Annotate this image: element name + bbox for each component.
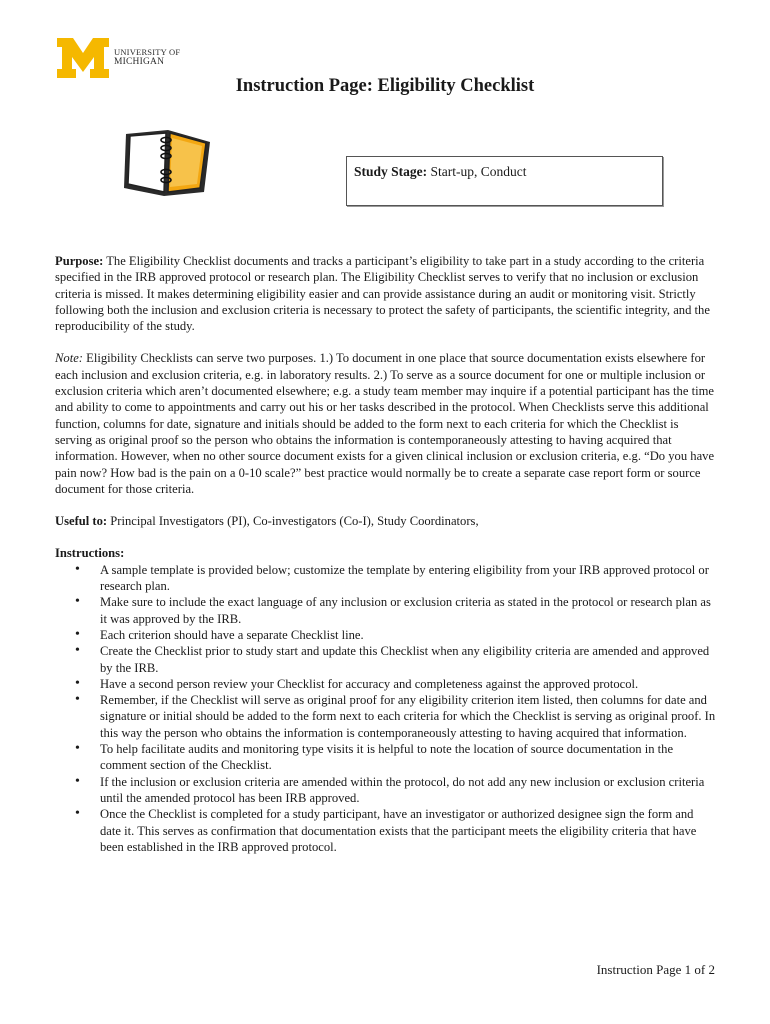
logo-line-2: MICHIGAN: [114, 57, 165, 67]
page-number: Instruction Page 1 of 2: [596, 962, 715, 977]
page-title: Instruction Page: Eligibility Checklist: [235, 76, 535, 96]
note-text: Eligibility Checklists can serve two purposes. 1.) To document in one place that source documentation exists elsewhere for each inclusion and exclusion criteria, e.g. in laboratory results. 2.) To serve as a source document for one or multiple inclusion or exclusion criteria which aren’t documented elsewhere; e.g. a study team member may inquire if a potential participant has the time and ability to come to appointments and carry out his or her tasks described in the protocol. When Checklists serve this additional function, columns for date, signature and initials should be added to the form next to each criteria for which the Checklist is serving as original proof so the person who obtains the information is contemporaneously attesting to having acquired that information. However, when no other source document exists for a given clinical inclusion or exclusion criteria, e.g. “Do you have pain now? How bad is the pain on a 0-10 scale?” best practice would normally be to create a separate case report form or source document for those criteria.: [55, 351, 715, 496]
instruction-content: [55, 253, 717, 855]
purpose-text: The Eligibility Checklist documents and tracks a participant’s eligibility to take part in a study according to the criteria specified in the IRB approved protocol or research plan. The Eligibility Checklist serves to verify that no inclusion or exclusion criteria is missed. It makes determining eligibility easier and can provide assistance during an audit or monitoring visit. Strictly following both the inclusion and exclusion criteria is necessary to protect the safety of participants, the scientific integrity, and the reproducibility of the study.: [55, 254, 710, 334]
purpose-label: Purpose:: [55, 254, 104, 268]
instruction-item: • Make sure to include the exact language of any inclusion or exclusion criteria as stated in the protocol or research plan as it was approved by the IRB.: [55, 594, 717, 627]
purpose-paragraph: [55, 253, 717, 334]
instruction-item: • Each criterion should have a separate Checklist line.: [55, 627, 717, 643]
instructions-list: [55, 562, 717, 855]
instruction-item: • Create the Checklist prior to study start and update this Checklist when any eligibility criteria are amended and approved by the IRB.: [55, 643, 717, 676]
useful-to-text: Principal Investigators (PI), Co-investigators (Co-I), Study Coordinators,: [110, 514, 479, 529]
instruction-item: • To help facilitate audits and monitoring type visits it is helpful to note the location of source documentation in the comment section of the Checklist.: [55, 741, 717, 774]
instruction-item: • Remember, if the Checklist will serve as original proof for any eligibility criterion item listed, then columns for date and signature or initial should be added to the form next to each criteria for which the Checklist is serving as original proof. In this way the person who obtains the information is contemporaneously attesting to having acquired that information.: [55, 692, 717, 741]
instructions-heading: Instructions:: [55, 546, 125, 561]
instruction-item: • If the inclusion or exclusion criteria are amended within the protocol, do not add any new inclusion or exclusion criteria until the amended protocol has been IRB approved.: [55, 774, 717, 807]
instruction-item: • A sample template is provided below; customize the template by entering eligibility from your IRB approved protocol or research plan.: [55, 562, 717, 595]
study-stage-label: Study Stage:: [354, 164, 428, 179]
block-m-logo-icon: [57, 38, 109, 78]
instruction-item: • Have a second person review your Checklist for accuracy and completeness against the approved protocol.: [55, 676, 717, 692]
instruction-item: • Once the Checklist is completed for a study participant, have an investigator or authorized designee sign the form and date it. This serves as confirmation that documentation exists that the participant meets the eligibility criteria that have been established in the IRB approved protocol.: [55, 806, 717, 855]
study-stage-box: [346, 156, 663, 206]
useful-to-paragraph: [55, 513, 717, 529]
logo-line-1: UNIVERSITY OF: [114, 47, 181, 57]
note-label: Note:: [55, 351, 83, 366]
note-paragraph: [55, 350, 717, 497]
study-stage-value: Start-up, Conduct: [430, 164, 527, 179]
useful-to-label: Useful to:: [55, 514, 108, 529]
binder-icon: [120, 124, 212, 200]
